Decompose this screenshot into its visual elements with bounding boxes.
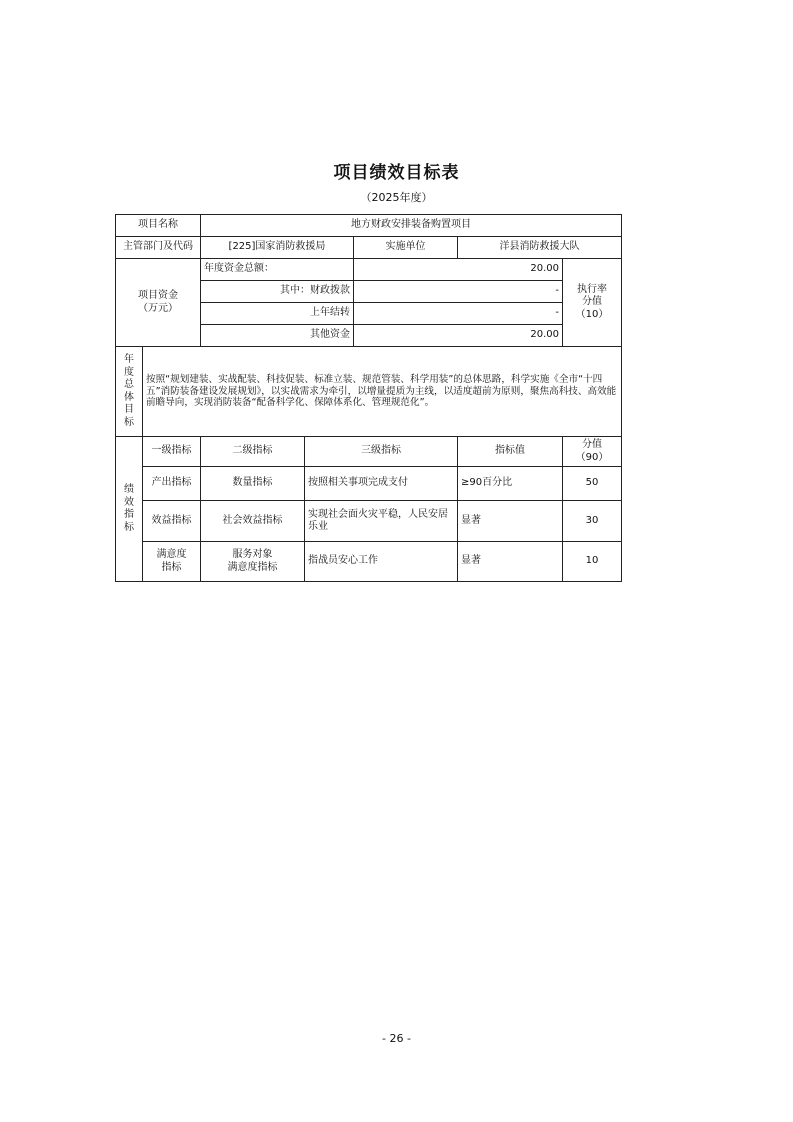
indicator-level3: 实现社会面火灾平稳，人民安居乐业: [305, 501, 458, 542]
implementing-unit-value: 洋县消防救援大队: [458, 237, 622, 259]
indicator-score: 50: [563, 467, 622, 501]
indicator-level1-line2: 指标: [161, 561, 182, 573]
execution-rate-line1: 执行率: [577, 283, 608, 295]
indicator-target: ≥90百分比: [458, 467, 563, 501]
annual-goal-label: [116, 347, 143, 437]
page-title: 项目绩效目标表: [333, 163, 460, 183]
indicator-level3: 指战员安心工作: [305, 542, 458, 582]
performance-target-table: [115, 214, 622, 582]
funds-carryover-value: -: [354, 303, 563, 325]
indicator-level2-line1: 服务对象: [232, 549, 273, 560]
annual-goal-label-char: 度: [124, 366, 134, 378]
annual-goal-label-char: 总: [124, 379, 134, 390]
page-subtitle: （2025年度）: [360, 191, 433, 204]
page-number: - 26 -: [382, 1032, 411, 1045]
indicator-level1: [143, 542, 201, 582]
annual-goal-label-char: 体: [124, 391, 134, 403]
funds-fiscal-value: -: [354, 281, 563, 303]
funds-total-label: 年度资金总额：: [201, 259, 354, 281]
indicators-side-label-char: 绩: [124, 484, 134, 495]
implementing-unit-label: 实施单位: [354, 237, 458, 259]
indicator-target: 显著: [458, 501, 563, 542]
indicator-level3: 按照相关事项完成支付: [305, 467, 458, 501]
indicators-side-label-char: 标: [124, 521, 134, 533]
funds-other-label: 其他资金: [201, 325, 354, 347]
header-score-line1: 分值: [582, 439, 603, 450]
indicator-level1: 产出指标: [143, 467, 201, 501]
annual-goal-label-char: 标: [124, 416, 134, 428]
indicators-side-label-char: 效: [124, 496, 134, 508]
funds-carryover-label: 上年结转: [201, 303, 354, 325]
indicator-level2-line2: 满意度指标: [227, 561, 278, 573]
header-score-line2: （90）: [575, 451, 609, 463]
indicator-score: 10: [563, 542, 622, 582]
header-level1: 一级指标: [143, 437, 201, 467]
indicator-level1-line1: 满意度: [156, 549, 187, 560]
funds-label: [116, 259, 201, 347]
indicator-row: [116, 501, 622, 542]
indicator-row: [116, 467, 622, 501]
department-row: [116, 237, 622, 259]
execution-rate-line2: 分值: [582, 296, 603, 308]
department-label: 主管部门及代码: [116, 237, 201, 259]
funds-label-line2: （万元）: [138, 302, 178, 314]
project-name-value: 地方财政安排装备购置项目: [201, 215, 622, 237]
indicator-row: [116, 542, 622, 582]
annual-goal-text: 按照“规划建装、实战配装、科技促装、标准立装、规范管装、科学用装”的总体思路，科学实施《全市“十四五”消防装备建设发展规划》，以实战需求为牵引，以增量提质为主线，以适度超前为原则，聚焦高科技、高效能前瞻导向，实现消防装备“配备科学化、保障体系化、管理规范化”。: [143, 347, 622, 437]
header-target: 指标值: [458, 437, 563, 467]
annual-goal-label-char: 目: [124, 404, 134, 415]
project-name-label: 项目名称: [116, 215, 201, 237]
header-level3: 三级指标: [305, 437, 458, 467]
funds-fiscal-label: 其中：财政拨款: [201, 281, 354, 303]
indicators-side-label-char: 指: [124, 509, 134, 520]
funds-total-value: 20.00: [354, 259, 563, 281]
header-level2: 二级指标: [201, 437, 305, 467]
annual-goal-row: [116, 347, 622, 437]
annual-goal-label-char: 年: [124, 354, 134, 365]
indicators-side-label: [116, 437, 143, 582]
indicator-level2: 社会效益指标: [201, 501, 305, 542]
project-name-row: [116, 215, 622, 237]
indicator-target: 显著: [458, 542, 563, 582]
funds-total-row: [116, 259, 622, 281]
indicator-level2: [201, 542, 305, 582]
indicators-header-row: [116, 437, 622, 467]
indicator-level2: 数量指标: [201, 467, 305, 501]
funds-label-line1: 项目资金: [138, 290, 178, 301]
execution-rate-line3: （10）: [575, 308, 609, 320]
indicator-score: 30: [563, 501, 622, 542]
indicator-level1: 效益指标: [143, 501, 201, 542]
funds-other-value: 20.00: [354, 325, 563, 347]
header-score: [563, 437, 622, 467]
execution-rate-score: [563, 259, 622, 347]
department-value: [225]国家消防救援局: [201, 237, 354, 259]
